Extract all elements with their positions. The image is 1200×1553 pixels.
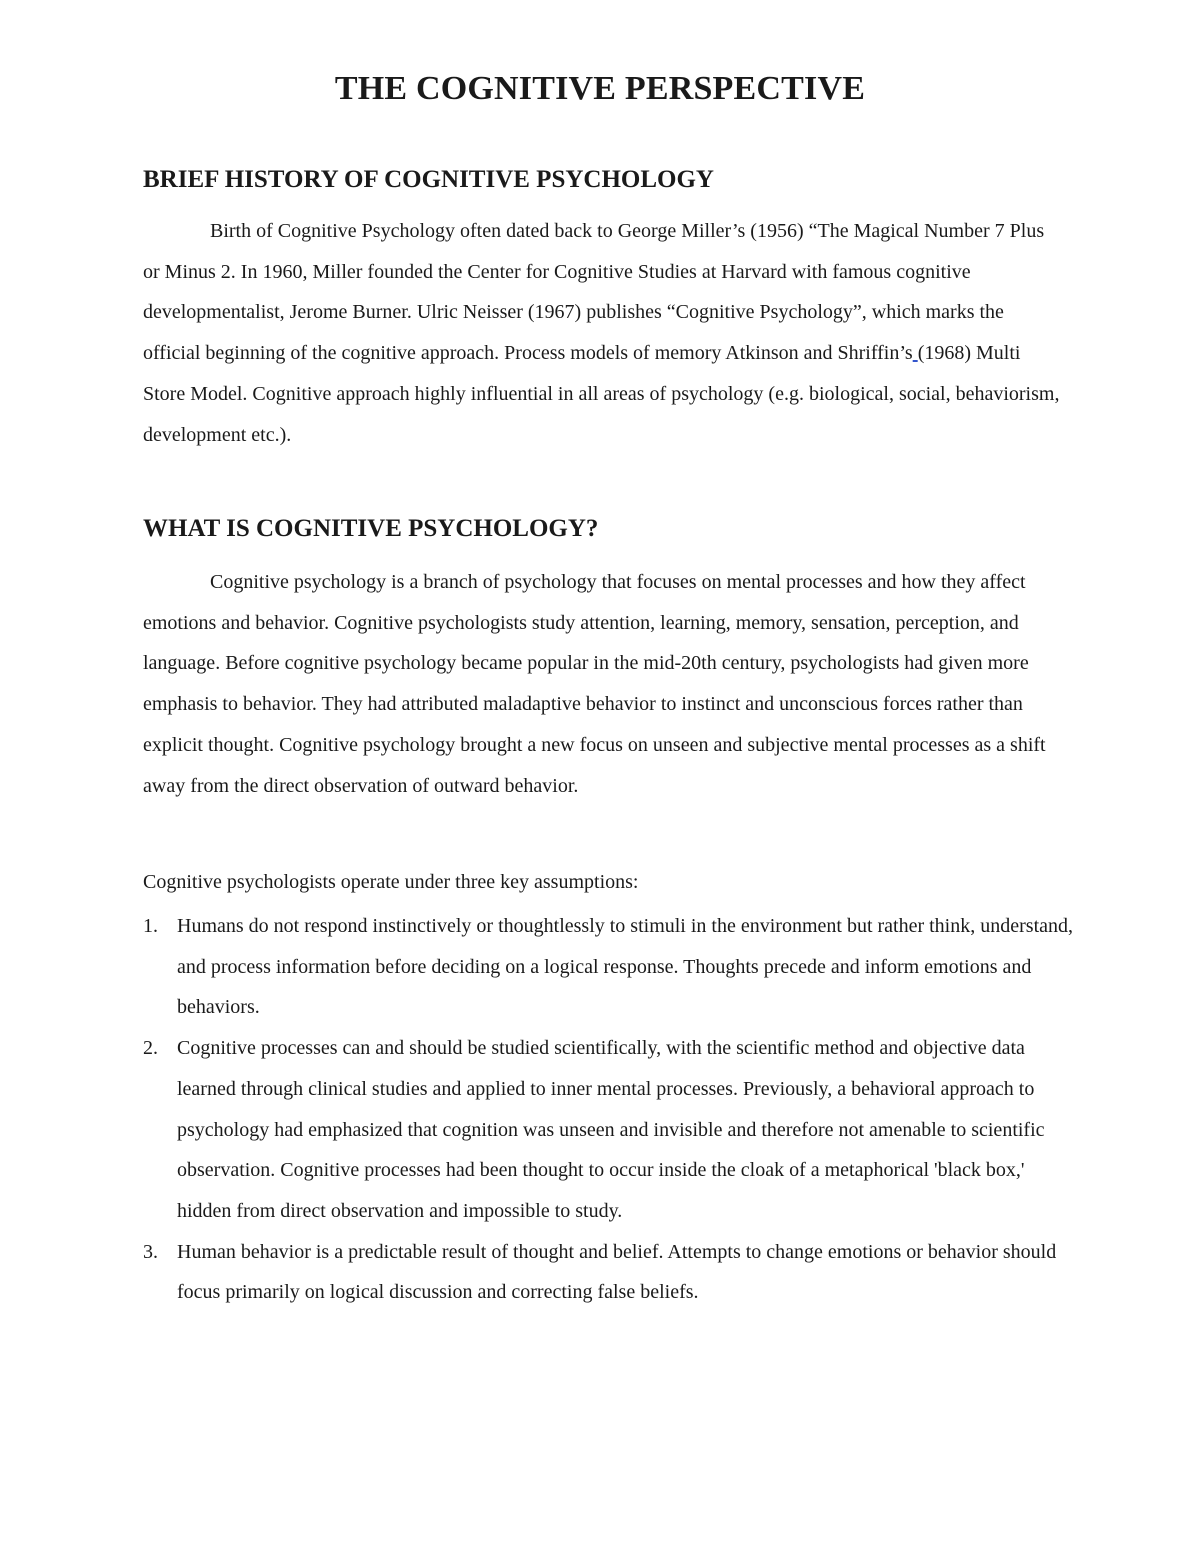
list-item-number: 1.	[143, 915, 158, 937]
list-item	[143, 906, 1073, 1028]
list-item	[143, 1232, 1073, 1313]
list-item-number: 3.	[143, 1240, 158, 1263]
assumptions-list	[143, 906, 1073, 1313]
list-item-text: Cognitive processes can and should be studied scientifically, with the scientific method and objective data learned through clinical studies and applied to inner mental processes. Previously, a behavioral approach to psychology had emphasized that cognition was unseen and invisible and therefore not amenable to scientific observation. Cognitive processes had been thought to occur inside the cloak of a metaphorical 'black box,' hidden from direct observation and impossible to study.	[177, 1037, 1045, 1222]
list-item-number: 2.	[143, 1037, 158, 1060]
document-title: THE COGNITIVE PERSPECTIVE	[334, 70, 866, 107]
section-heading-history: BRIEF HISTORY OF COGNITIVE PSYCHOLOGY	[143, 166, 714, 193]
list-item-text: Human behavior is a predictable result of thought and belief. Attempts to change emotions or behavior should focus primarily on logical discussion and correcting false beliefs.	[177, 1240, 1057, 1304]
history-paragraph-text-b: (1968) Multi Store Model. Cognitive approach highly influential in all areas of psychology (e.g. biological, social, behaviorism, development etc.).	[143, 342, 1060, 446]
list-item	[143, 1028, 1073, 1232]
history-paragraph	[143, 211, 1063, 455]
assumptions-intro: Cognitive psychologists operate under three key assumptions:	[143, 871, 639, 893]
section-heading-what-is: WHAT IS COGNITIVE PSYCHOLOGY?	[143, 515, 599, 542]
definition-paragraph: Cognitive psychology is a branch of psychology that focuses on mental processes and how they affect emotions and behavior. Cognitive psychologists study attention, learning, memory, sensation, perception, and language. Before cognitive psychology became popular in the mid-20th century, psychologists had given more emphasis to behavior. They had attributed maladaptive behavior to instinct and unconscious forces rather than explicit thought. Cognitive psychology brought a new focus on unseen and subjective mental processes as a shift away from the direct observation of outward behavior.	[143, 571, 1046, 797]
history-paragraph-text-a: Birth of Cognitive Psychology often dated back to George Miller’s (1956) “The Magical Number 7 Plus or Minus 2. In 1960, Miller founded the Center for Cognitive Studies at Harvard with famous cognitive developmentalist, Jerome Burner. Ulric Neisser (1967) publishes “Cognitive Psychology”, which marks the official beginning of the cognitive approach. Process models of memory Atkinson and Shriffin’s	[143, 220, 1045, 365]
list-item-text: Humans do not respond instinctively or thoughtlessly to stimuli in the environment but rather think, understand, and process information before deciding on a logical response. Thoughts precede and inform emotions and behaviors.	[177, 915, 1073, 1019]
